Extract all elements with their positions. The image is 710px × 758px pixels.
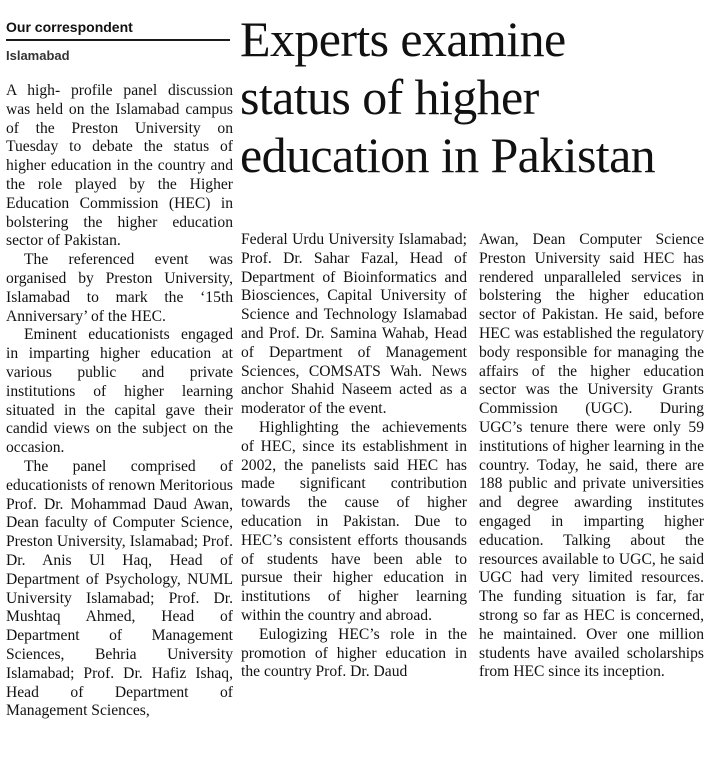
headline-line: status of higher: [240, 69, 539, 125]
article-column-3: [479, 231, 704, 682]
paragraph: A high- profile panel discussion was held on the Islamabad campus of the Preston University on Tuesday to debate the status of higher education in the country and the role played by the Higher Education Commission (HEC) in bolstering the higher education sector of Pakistan.: [6, 82, 233, 250]
headline-line: education in Pakistan: [240, 127, 656, 183]
paragraph: The panel comprised of educationists of renown Meritorious Prof. Dr. Mohammad Daud Awan, Dean faculty of Computer Science, Preston University, Islamabad; Prof. Dr. Anis Ul Haq, Head of Department of Psychology, NUML University Islamabad; Prof. Dr. Mushtaq Ahmed, Head of Department of Management Sciences, Behria University Islamabad; Prof. Dr. Hafiz Ishaq, Head of Department of Management Sciences,: [6, 457, 233, 720]
paragraph: The referenced event was organised by Preston University, Islamabad to mark the ‘15th Anniversary’ of the HEC.: [6, 251, 233, 325]
article-column-1: [6, 82, 233, 721]
headline: [240, 10, 710, 184]
headline-line: Experts examine: [240, 11, 566, 67]
paragraph: Eminent educationists engaged in imparting higher education at various public and private institutions of higher learning situated in the capital gave their candid views on the subject on the occasion.: [6, 326, 233, 457]
paragraph: Awan, Dean Computer Science Preston University said HEC has rendered unparalleled services in bolstering the higher education sector of Pakistan. He said, before HEC was established the regulatory body responsible for managing the affairs of the higher education sector was the University Grants Commission (UGC). During UGC’s tenure there were only 59 institutions of higher learning in the country. Today, he said, there are 188 public and private universities and degree awarding institutes engaged in imparting higher education. Talking about the resources available to UGC, he said UGC had very limited resources. The funding situation is far, far strong so far as HEC is concerned, he maintained. Over one million students have availed scholarships from HEC since its inception.: [479, 231, 704, 681]
byline: Our correspondent: [6, 19, 230, 41]
paragraph: Eulogizing HEC’s role in the promotion of higher education in the country Prof. Dr. Daud: [241, 625, 467, 681]
dateline: Islamabad: [6, 48, 70, 63]
paragraph: Federal Urdu University Islamabad; Prof. Dr. Sahar Fazal, Head of Department of Bioinformatics and Biosciences, Capital University of Science and Technology Islamabad and Prof. Dr. Samina Wahab, Head of Department of Management Sciences, COMSATS Wah. News anchor Shahid Naseem acted as a moderator of the event.: [241, 231, 467, 418]
paragraph: Highlighting the achievements of HEC, since its establishment in 2002, the panelists said HEC has made significant contribution towards the cause of higher education in Pakistan. Due to HEC’s consistent efforts thousands of students have been able to pursue their higher education in institutions of higher learning within the country and abroad.: [241, 418, 467, 624]
article-column-2: [241, 231, 467, 682]
